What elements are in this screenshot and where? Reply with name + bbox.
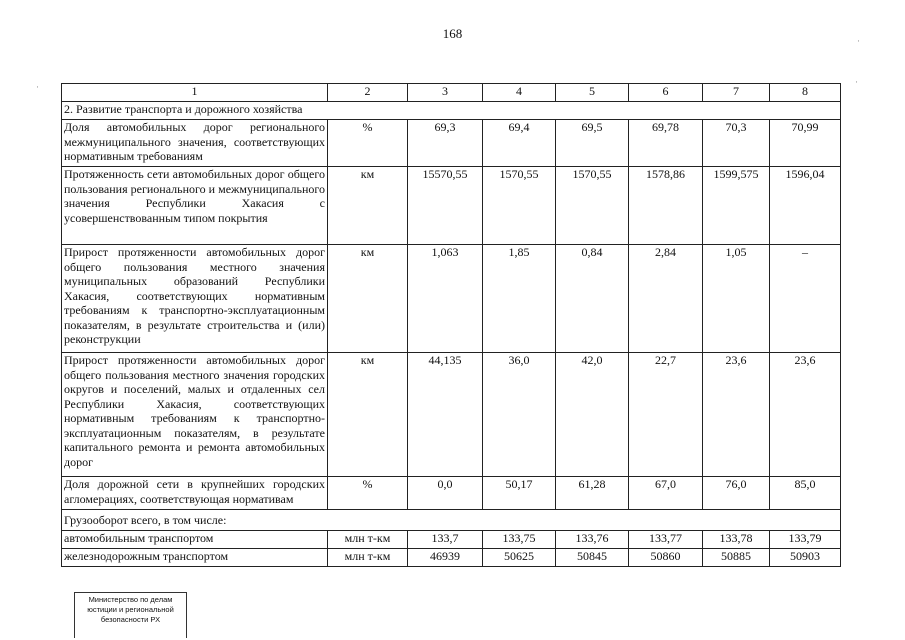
section-title: 2. Развитие транспорта и дорожного хозяйства xyxy=(62,102,841,120)
table-row xyxy=(62,245,841,353)
table-row xyxy=(62,353,841,477)
value-cell: 1,85 xyxy=(483,245,556,353)
value-cell: 69,5 xyxy=(556,120,629,167)
value-cell: 1,05 xyxy=(703,245,770,353)
value-cell: 23,6 xyxy=(770,353,841,477)
header-cell: 3 xyxy=(408,84,483,102)
value-cell: 67,0 xyxy=(629,477,703,510)
table-row xyxy=(62,549,841,567)
value-cell: 133,75 xyxy=(483,531,556,549)
value-cell: 22,7 xyxy=(629,353,703,477)
value-cell: 1570,55 xyxy=(556,167,629,245)
stamp-line: Министерство по делам xyxy=(88,595,173,604)
value-cell: 46939 xyxy=(408,549,483,567)
value-cell: 50885 xyxy=(703,549,770,567)
unit-cell: млн т-км xyxy=(328,549,408,567)
value-cell: 44,135 xyxy=(408,353,483,477)
value-cell: 15570,55 xyxy=(408,167,483,245)
value-cell: 50860 xyxy=(629,549,703,567)
scan-speck: · xyxy=(857,36,860,46)
value-cell: 69,78 xyxy=(629,120,703,167)
value-cell: 133,79 xyxy=(770,531,841,549)
value-cell: – xyxy=(770,245,841,353)
value-cell: 23,6 xyxy=(703,353,770,477)
header-cell: 5 xyxy=(556,84,629,102)
value-cell: 1,063 xyxy=(408,245,483,353)
indicator-name: железнодорожным транспортом xyxy=(62,549,328,567)
value-cell: 85,0 xyxy=(770,477,841,510)
value-cell: 70,3 xyxy=(703,120,770,167)
unit-cell: млн т-км xyxy=(328,531,408,549)
stamp-line: безопасности РХ xyxy=(100,615,161,624)
stamp-line: юстиции и региональной xyxy=(87,605,174,614)
value-cell: 69,4 xyxy=(483,120,556,167)
indicator-name: Прирост протяженности автомобильных дорог общего пользования местного значения муниципальных образований Республики Хакасия, соответствующих нормативным требованиям к транспортно-эксплуатационным показателям, в результате строительства и (или) реконструкции xyxy=(62,245,328,353)
header-cell: 6 xyxy=(629,84,703,102)
section-row xyxy=(62,102,841,120)
value-cell: 70,99 xyxy=(770,120,841,167)
value-cell: 133,78 xyxy=(703,531,770,549)
indicators-table xyxy=(61,83,841,567)
value-cell: 0,0 xyxy=(408,477,483,510)
value-cell: 1599,575 xyxy=(703,167,770,245)
scan-speck: · xyxy=(36,82,39,92)
unit-cell: км xyxy=(328,245,408,353)
value-cell: 0,84 xyxy=(556,245,629,353)
value-cell: 50845 xyxy=(556,549,629,567)
unit-cell: км xyxy=(328,167,408,245)
value-cell: 69,3 xyxy=(408,120,483,167)
value-cell: 133,76 xyxy=(556,531,629,549)
header-cell: 8 xyxy=(770,84,841,102)
value-cell: 1578,86 xyxy=(629,167,703,245)
table-row xyxy=(62,120,841,167)
value-cell: 50903 xyxy=(770,549,841,567)
table-row xyxy=(62,167,841,245)
value-cell: 1570,55 xyxy=(483,167,556,245)
header-cell: 1 xyxy=(62,84,328,102)
subsection-title: Грузооборот всего, в том числе: xyxy=(62,510,841,531)
subsection-row xyxy=(62,510,841,531)
value-cell: 1596,04 xyxy=(770,167,841,245)
value-cell: 42,0 xyxy=(556,353,629,477)
unit-cell: км xyxy=(328,353,408,477)
value-cell: 133,7 xyxy=(408,531,483,549)
indicator-name: Доля автомобильных дорог регионального межмуниципального значения, соответствующих нормативным требованиям xyxy=(62,120,328,167)
unit-cell: % xyxy=(328,477,408,510)
scan-speck: · xyxy=(855,77,858,87)
header-cell: 7 xyxy=(703,84,770,102)
header-cell: 4 xyxy=(483,84,556,102)
value-cell: 61,28 xyxy=(556,477,629,510)
value-cell: 36,0 xyxy=(483,353,556,477)
ministry-stamp xyxy=(74,592,187,638)
header-cell: 2 xyxy=(328,84,408,102)
indicator-name: автомобильным транспортом xyxy=(62,531,328,549)
indicator-name: Прирост протяженности автомобильных дорог общего пользования местного значения городских округов и поселений, малых и отдаленных сел Республики Хакасия, соответствующих нормативным требованиям к транспортно-эксплуатационным показателям, в результате капитального ремонта и ремонта автомобильных дорог xyxy=(62,353,328,477)
indicator-name: Протяженность сети автомобильных дорог общего пользования регионального и межмуниципального значения Республики Хакасия с усовершенствованным типом покрытия xyxy=(62,167,328,245)
table-row xyxy=(62,531,841,549)
value-cell: 133,77 xyxy=(629,531,703,549)
page-number: 168 xyxy=(442,26,463,41)
unit-cell: % xyxy=(328,120,408,167)
indicator-name: Доля дорожной сети в крупнейших городских агломерациях, соответствующая нормативам xyxy=(62,477,328,510)
value-cell: 76,0 xyxy=(703,477,770,510)
value-cell: 50625 xyxy=(483,549,556,567)
header-row xyxy=(62,84,841,102)
value-cell: 50,17 xyxy=(483,477,556,510)
table-row xyxy=(62,477,841,510)
value-cell: 2,84 xyxy=(629,245,703,353)
